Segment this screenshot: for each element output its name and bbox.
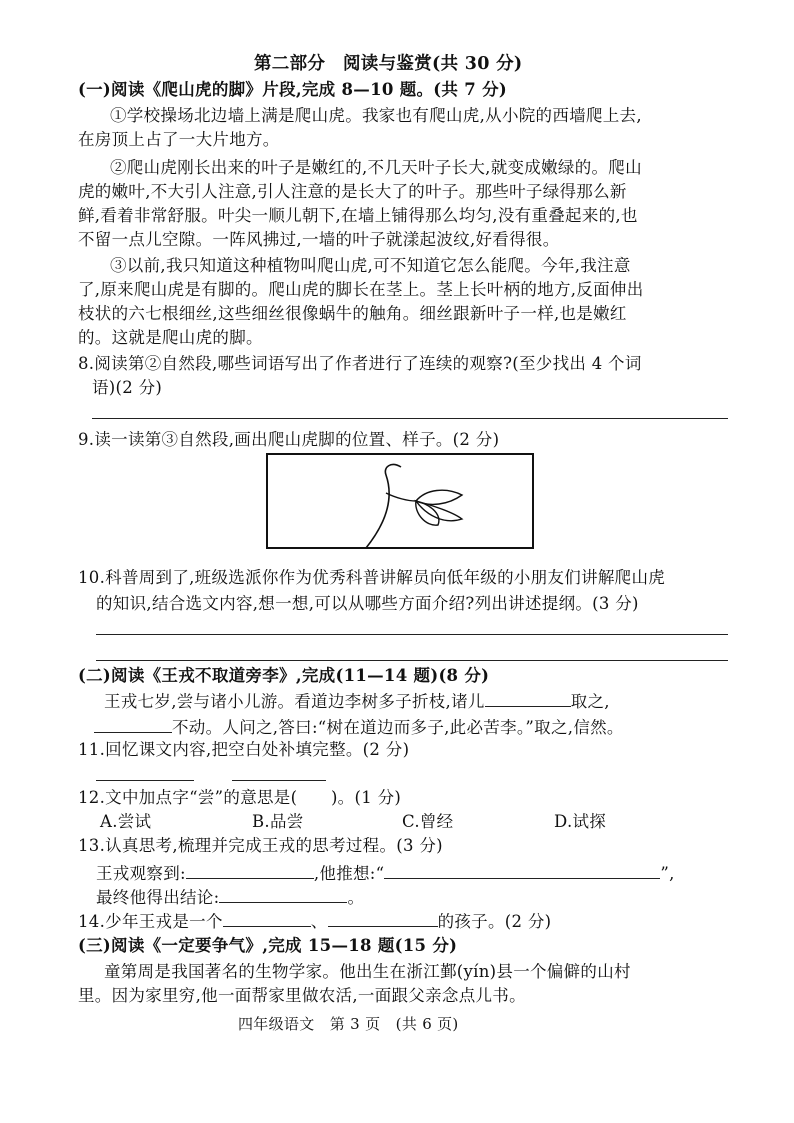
option-c[interactable]: C.曾经: [402, 812, 454, 831]
fill-blank-1[interactable]: [485, 688, 571, 707]
classical-text-part: 不动。人问之,答曰:“树在道边而多子,此必苦李。”取之,信然。: [172, 718, 624, 737]
answer-line-q10[interactable]: [96, 660, 728, 661]
question-12: 12.文中加点字“尝”的意思是( )。(1 分): [78, 788, 402, 807]
question-8-cont: 语)(2 分): [92, 378, 163, 397]
passage-line: 里。因为家里穷,他一面帮家里做农活,一面跟父亲念点儿书。: [78, 986, 526, 1005]
q14-label: 、: [310, 912, 328, 931]
question-10-cont: 的知识,结合选文内容,想一想,可以从哪些方面介绍?列出讲述提纲。(3 分): [96, 594, 639, 613]
stem-icon: [366, 465, 401, 548]
q14-label: 14.少年王戎是一个: [78, 912, 223, 931]
passage-line: 的。这就是爬山虎的脚。: [78, 328, 263, 347]
drawing-box-border: [267, 454, 533, 548]
passage-line: 鲜,看着非常舒服。叶尖一顺儿朝下,在墙上铺得那么均匀,没有重叠起来的,也: [78, 206, 638, 225]
answer-line-q10[interactable]: [96, 634, 728, 635]
stalk-icon: [386, 493, 416, 501]
option-b[interactable]: B.品尝: [252, 812, 304, 831]
option-a[interactable]: A.尝试: [100, 812, 152, 831]
classical-text-part: 王戎七岁,尝与诸小儿游。看道边李树多子折枝,诸儿: [104, 692, 485, 711]
passage-line: 在房顶上占了一大片地方。: [78, 130, 280, 149]
passage-line: 枝状的六七根细丝,这些细丝很像蜗牛的触角。细丝跟新叶子一样,也是嫩红: [78, 304, 627, 323]
fill-blank-2[interactable]: [94, 714, 172, 733]
drawing-box[interactable]: [266, 453, 534, 549]
q14-blank-1[interactable]: [223, 908, 311, 927]
classical-text-line: [104, 688, 610, 714]
q13-blank-infer[interactable]: [384, 860, 660, 879]
part2-heading: (二)阅读《王戎不取道旁李》,完成(11—14 题)(8 分): [78, 666, 490, 685]
q14-label: 的孩子。(2 分): [437, 912, 552, 931]
classical-text-line: [94, 714, 624, 740]
question-13-row2: [96, 884, 364, 910]
q14-blank-2[interactable]: [328, 908, 438, 927]
passage-line: ①学校操场北边墙上满是爬山虎。我家也有爬山虎,从小院的西墙爬上去,: [110, 106, 642, 125]
part1-heading: (一)阅读《爬山虎的脚》片段,完成 8—10 题。(共 7 分): [78, 80, 507, 99]
passage-line: 不留一点儿空隙。一阵风拂过,一墙的叶子就漾起波纹,好看得很。: [78, 230, 560, 249]
passage-line: ②爬山虎刚长出来的叶子是嫩红的,不几天叶子长大,就变成嫩绿的。爬山: [110, 158, 642, 177]
q13-label: ,他推想:“: [313, 864, 385, 883]
question-13: 13.认真思考,梳理并完成王戎的思考过程。(3 分): [78, 836, 443, 855]
answer-line-q8[interactable]: [92, 418, 728, 419]
passage-line: 虎的嫩叶,不大引人注意,引人注意的是长大了的叶子。那些叶子绿得那么新: [78, 182, 627, 201]
passage-line: 了,原来爬山虎是有脚的。爬山虎的脚长在茎上。茎上长叶柄的地方,反面伸出: [78, 280, 644, 299]
q13-label: ”,: [660, 864, 675, 883]
q13-label: 最终他得出结论:: [96, 888, 220, 907]
q13-label: 。: [347, 888, 365, 907]
q13-label: 王戎观察到:: [96, 864, 186, 883]
section-title: 第二部分 阅读与鉴赏(共 30 分): [254, 54, 523, 74]
question-10: 10.科普周到了,班级选派你作为优秀科普讲解员向低年级的小朋友们讲解爬山虎: [78, 568, 666, 587]
passage-line: 童第周是我国著名的生物学家。他出生在浙江鄞(yín)县一个偏僻的山村: [104, 962, 631, 981]
question-14: [78, 908, 551, 934]
q13-blank-observe[interactable]: [186, 860, 314, 879]
answer-line-q11[interactable]: [96, 780, 194, 781]
option-d[interactable]: D.试探: [554, 812, 607, 831]
q13-blank-conclusion[interactable]: [219, 884, 347, 903]
part3-heading: (三)阅读《一定要争气》,完成 15—18 题(15 分): [78, 936, 458, 955]
page-footer: 四年级语文 第 3 页 (共 6 页): [238, 1015, 459, 1033]
passage-line: ③以前,我只知道这种植物叫爬山虎,可不知道它怎么能爬。今年,我注意: [110, 256, 631, 275]
classical-text-part: 取之,: [570, 692, 610, 711]
question-13-row1: [96, 860, 675, 886]
answer-line-q11[interactable]: [232, 780, 326, 781]
question-11: 11.回忆课文内容,把空白处补填完整。(2 分): [78, 740, 410, 759]
question-8: 8.阅读第②自然段,哪些词语写出了作者进行了连续的观察?(至少找出 4 个词: [78, 354, 642, 373]
question-9: 9.读一读第③自然段,画出爬山虎脚的位置、样子。(2 分): [78, 430, 500, 449]
